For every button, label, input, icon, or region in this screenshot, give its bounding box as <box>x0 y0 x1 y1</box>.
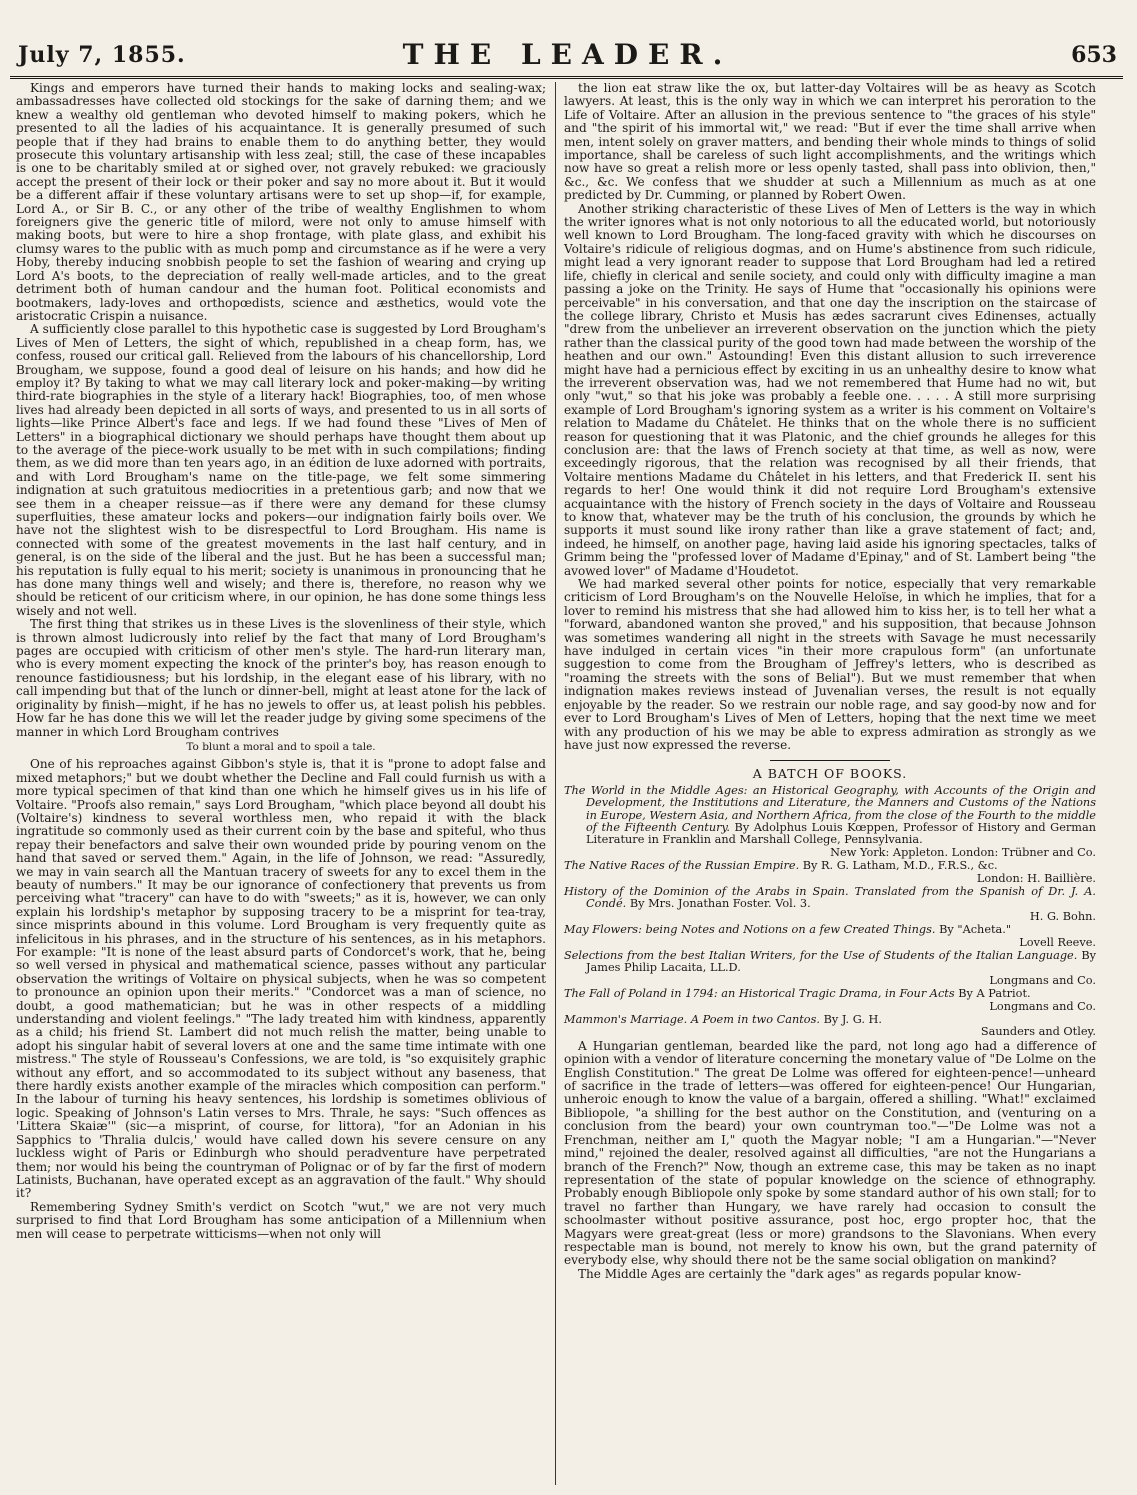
paragraph: A Hungarian gentleman, bearded like the pard, not long ago had a difference of opinion with a vendor of literature concerning the monetary value of "De Lolme on the English Constitution." The great De Lolme was offered for eighteen-pence!—unheard of sacrifice in the trade of letters—was offered for eighteen-pence! Our Hungarian, unheroic enough to know the value of a bargain, offered a shilling. "What!" exclaimed Bibliopole, "a shilling for the best author on the Constitution, and (venturing on a conclusion from the beard) your own countryman too."—"De Lolme was not a Frenchman, neither am I," quoth the Magyar noble; "I am a Hungarian."—"Never mind," rejoined the dealer, resolved against all difficulties, "are not the Hungarians a branch of the French?" Now, though an extreme case, this may be taken as no inapt representation of the state of popular knowledge on the science of ethnography. Probably enough Bibliopole only spoke by some standard author of his own stall; for to travel no farther than Hungary, we have rarely had occasion to consult the schoolmaster without positive assurance, post hoc, ergo propter hoc, that the Magyars were great-great (less or more) grandsons to the Slavonians. When every respectable man is bound, not merely to know his own, but the grand paternity of everybody else, why should there not be the same social obligation on mankind? <box>564 1038 1096 1268</box>
book-entry <box>564 1014 1096 1039</box>
book-title: The Fall of Poland in 1794: an Historical Tragic Drama, in Four Acts <box>564 987 955 1001</box>
section-title: A BATCH OF BOOKS. <box>752 766 908 782</box>
book-publisher: New York: Appleton. London: Trübner and Co. <box>830 845 1096 859</box>
book-detail: By Adolphus Louis Kœppen, Professor of History and German Literature in Franklin and Marshall College, Pennsylvania. <box>586 820 1096 847</box>
book-entry <box>564 886 1096 923</box>
paragraph: We had marked several other points for notice, especially that very remarkable criticism of Lord Brougham's on the Nouvelle Heloïse, in which he implies, that for a lover to remind his mistress that she had allowed him to kiss her, is to tell her what a "forward, abandoned wanton she proved," and his supposition, that because Johnson was sometimes wandering all night in the streets with Savage he must necessarily have indulged in certain vices "in their more crapulous form" (an unfortunate suggestion to come from the Brougham of Jeffrey's letters, who is described as "roaming the streets with the sons of Belial"). But we must remember that when indignation makes reviews instead of Juvenalian verses, the result is not equally enjoyable by the reader. So we restrain our noble rage, and say good-by now and for ever to Lord Brougham's Lives of Men of Letters, hoping that the next time we meet with any production of his we may be able to express admiration as strongly as we have just now expressed the reverse. <box>564 577 1096 752</box>
book-entry <box>564 860 1096 885</box>
book-publisher: Longmans and Co. <box>989 999 1096 1013</box>
book-publisher: Longmans and Co. <box>989 973 1096 987</box>
paragraph: the lion eat straw like the ox, but latter-day Voltaires will be as heavy as Scotch lawyers. At least, this is the only way in which we can interpret his peroration to the Life of Voltaire. After an allusion in the previous sentence to "the graces of his style" and "the spirit of his immortal wit," we read: "But if ever the time shall arrive when men, intent solely on graver matters, and bending their whole minds to things of solid importance, shall be careless of such light accomplishments, and the writings which now have so great a relish more or less openly tasted, shall pass into oblivion, then," &c., &c. We confess that we shudder at such a Millennium as much as at one predicted by Dr. Cumming, or planned by Robert Owen. <box>564 81 1096 203</box>
book-title: History of the Dominion of the Arabs in Spain. Translated from the Spanish of Dr. J. A. Condé. <box>564 884 1096 911</box>
book-title: The World in the Middle Ages: an Historical Geography, with Accounts of the Origin and Development, the Institutions and Literature, the Manners and Customs of the Nations in Europe, Western Asia, and Northern Africa, from the close of the Fourth to the middle of the Fifteenth Century. <box>564 783 1096 834</box>
book-entry <box>564 988 1096 1013</box>
book-title: May Flowers: being Notes and Notions on a few Created Things. <box>564 923 936 937</box>
book-publisher: H. G. Bohn. <box>1029 909 1096 923</box>
right-column <box>564 82 1096 1281</box>
paragraph: Remembering Sydney Smith's verdict on Scotch "wut," we are not very much surprised to find that Lord Brougham has some anticipation of a Millennium when men will cease to perpetrate witticisms—when not only will <box>16 1199 546 1241</box>
book-detail: By "Acheta." <box>939 923 1012 937</box>
book-title: Mammon's Marriage. A Poem in two Cantos. <box>564 1013 820 1027</box>
book-entry <box>564 950 1096 987</box>
left-column <box>16 82 546 1241</box>
paragraph: One of his reproaches against Gibbon's style is, that it is "prone to adopt false and mixed metaphors;" but we doubt whether the Decline and Fall could furnish us with a more typical specimen of that kind than one which he himself gives us in his life of Voltaire. "Proofs also remain," says Lord Brougham, "which place beyond all doubt his (Voltaire's) kindness to several worthless men, who repaid it with the black ingratitude so commonly used as their current coin by the base and spiteful, who thus repay their benefactors and salve their own wounded pride by pouring venom on the hand that saved or served them." Again, in the life of Johnson, we read: "Assuredly, we may in vain search all the Mantuan tracery of sweets for any to excel them in the beauty of numbers." It may be our ignorance of confectionery that prevents us from perceiving what "tracery" can have to do with "sweets;" as it is, however, we can only explain his lordship's metaphor by supposing tracery to be a misprint for tea-tray, since misprints abound in this volume. Lord Brougham is very frequently quite as infelicitous in his phrases, and in the structure of his sentences, as in his metaphors. For example: "It is none of the least absurd parts of Condorcet's work, that he, being so well versed in physical and mathematical science, passes without any particular observation the writings of Voltaire on physical subjects, when he was so competent to pronounce an opinion upon their merits." "Condorcet was a man of science, no doubt, a good mathematician; but he was in other respects of a middling understanding and violent feelings." "The lady treated him with kindness, apparently as a child; his friend St. Lambert did not much relish the matter, being unable to adopt his singular habit of several lovers at one and the same time intimate with one mistress." The style of Rousseau's Confessions, we are told, is "so exquisitely graphic without any effort, and so accommodated to its subject without any baseness, that there hardly exists another example of the miracles which composition can perform." In the labour of turning his heavy sentences, his lordship is sometimes oblivious of logic. Speaking of Johnson's Latin verses to Mrs. Thrale, he says: "Such offences as 'Littera Skaiæ'" (sic—a misprint, of course, for littora), "for an Adonian in his Sapphics to 'Thralia dulcis,' would have called down his severe censure on any luckless wight of Paris or Edinburgh who should peradventure have perpetrated them; nor would his being the countryman of Polignac or of by far the first of modern Latinists, Buchanan, have operated except as an aggravation of the fault." Why should it? <box>16 757 546 1201</box>
newspaper-title: THE LEADER. <box>402 38 733 71</box>
book-detail: By A Patriot. <box>958 987 1031 1001</box>
paragraph: Kings and emperors have turned their hands to making locks and sealing-wax; ambassadresses have collected old stockings for the sake of darning them; and we knew a wealthy old gentleman who devoted himself to making pokers, which he presented to all the ladies of his acquaintance. It is generally presumed of such people that if they had brains to enable them to do anything better, they would prosecute this voluntary artisanship with less zeal; still, the case of these incapables is one to be charitably smiled at or sighed over, not gravely rebuked: we graciously accept the present of their lock or their poker and say no more about it. But it would be a different affair if these voluntary artisans were to set up shop—if, for example, Lord A., or Sir B. C., or any other of the tribe of wealthy Englishmen to whom foreigners give the generic title of milord, were not only to amuse himself with making boots, but were to hire a shop frontage, with plate glass, and exhibit his clumsy wares to the public with as much pomp and circumstance as if he were a very Hoby, thereby inducing snobbish people to set the fashion of wearing and crying up Lord A's boots, to the depreciation of really well-made articles, and to the great detriment both of human candour and the human foot. Political economists and bootmakers, lady-loves and orthopœdists, science and æsthetics, would vote the aristocratic Crispin a nuisance. <box>16 81 546 323</box>
book-publisher: London: H. Baillière. <box>976 871 1096 885</box>
paragraph: The Middle Ages are certainly the "dark ages" as regards popular know- <box>578 1266 1022 1281</box>
book-title: Selections from the best Italian Writers, for the Use of Students of the Italian Language. <box>564 949 1078 962</box>
book-entry <box>564 785 1096 859</box>
paragraph: Another striking characteristic of these Lives of Men of Letters is the way in which the writer ignores what is not only notorious to all the educated world, but notoriously well known to Lord Brougham. The long-faced gravity with which he discourses on Voltaire's ridicule of religious dogmas, and on Hume's abstinence from such ridicule, might lead a very ignorant reader to suppose that Lord Brougham had led a retired life, chiefly in clerical and senile society, and could only with difficulty imagine a man passing a joke on the Trinity. He says of Hume that "occasionally his opinions were perceivable" in his conversation, and that one day the inscription on the staircase of the college library, Christo et Musis has ædes sacrarunt cives Edinenses, actually "drew from the unbeliever an irreverent observation on the junction which the piety rather than the classical purity of the good town had made between the worship of the heathen and our own." Astounding! Even this distant allusion to such irreverence might have had a pernicious effect by exciting in us an unhealthy desire to know what the irreverent observation was, had we not remembered that Hume had no wit, but only "wut," so that his joke was probably a feeble one. . . . . A still more surprising example of Lord Brougham's ignoring system as a writer is his comment on Voltaire's relation to Madame du Châtelet. He thinks that on the whole there is no sufficient reason for questioning that it was Platonic, and the chief grounds he alleges for this conclusion are: that the laws of French society at that time, as well as now, were exceedingly rigorous, that the relation was recognised by all their friends, that Voltaire mentions Madame du Châtelet in his letters, and that Frederick II. sent his regards to her! One would think it did not require Lord Brougham's extensive acquaintance with the history of French society in the days of Voltaire and Rousseau to know that, whatever may be the truth of his conclusion, the grounds by which he supports it must sound like irony rather than like a grave statement of fact; and, indeed, he himself, on another page, having laid aside his ignoring spectacles, talks of Grimm being the "professed lover of Madame d'Epinay," and of St. Lambert being "the avowed lover" of Madame d'Houdetot. <box>564 201 1096 578</box>
book-detail: By Mrs. Jonathan Foster. Vol. 3. <box>629 897 811 911</box>
book-detail: By J. G. H. <box>823 1013 882 1027</box>
column-divider <box>555 82 556 1485</box>
book-publisher: Lovell Reeve. <box>1019 935 1096 949</box>
section-separator <box>770 760 890 761</box>
book-title: The Native Races of the Russian Empire. <box>564 859 800 873</box>
issue-date: July 7, 1855. <box>18 42 186 68</box>
quoted-line: To blunt a moral and to spoil a tale. <box>186 740 376 753</box>
page-number: 653 <box>1071 42 1117 68</box>
book-detail: By R. G. Latham, M.D., F.R.S., &c. <box>802 859 998 873</box>
masthead <box>18 38 1117 72</box>
paragraph: The first thing that strikes us in these Lives is the slovenliness of their style, which is thrown almost ludicrously into relief by the fact that many of Lord Brougham's pages are occupied with criticism of other men's style. The hard-run literary man, who is every moment expecting the knock of the printer's boy, has reason enough to renounce fastidiousness; but his lordship, in the elegant ease of his library, with no call impending but that of the lunch or dinner-bell, might at least atone for the lack of originality by finish—might, if he has no jewels to offer us, at least polish his pebbles. How far he has done this we will let the reader judge by giving some specimens of the manner in which Lord Brougham contrives <box>16 617 546 739</box>
book-entry <box>564 924 1096 949</box>
book-publisher: Saunders and Otley. <box>980 1025 1096 1039</box>
paragraph: A sufficiently close parallel to this hypothetic case is suggested by Lord Brougham's Lives of Men of Letters, the sight of which, republished in a cheap form, has, we confess, roused our critical gall. Relieved from the labours of his chancellorship, Lord Brougham, we suppose, found a good deal of leisure on his hands; and how did he employ it? By taking to what we may call literary lock and poker-making—by writing third-rate biographies in the style of a literary hack! Biographies, too, of men whose lives had already been depicted in all sorts of ways, and presented to us in all sorts of lights—like Prince Albert's face and legs. If we had found these "Lives of Men of Letters" in a biographical dictionary we should perhaps have thought them about up to the average of the piece-work usually to be met with in such compilations; finding them, as we did more than ten years ago, in an édition de luxe adorned with portraits, and with Lord Brougham's name on the title-page, we felt some simmering indignation at such gratuitous mediocrities in a pretentious garb; and now that we see them in a cheaper reissue—as if there were any demand for these clumsy superfluities, these amateur locks and pokers—our indignation fairly boils over. We have not the slightest wish to be disrespectful to Lord Brougham. His name is connected with some of the greatest movements in the last half century, and in general, is on the side of the liberal and the just. But he has been a successful man; his reputation is fully equal to his merit; society is unanimous in pronouncing that he has done many things well and wisely; and there is, therefore, no reason why we should be reticent of our criticism where, in our opinion, he has done some things less wisely and not well. <box>16 322 546 618</box>
book-detail: By James Philip Lacaita, LL.D. <box>586 949 1097 975</box>
